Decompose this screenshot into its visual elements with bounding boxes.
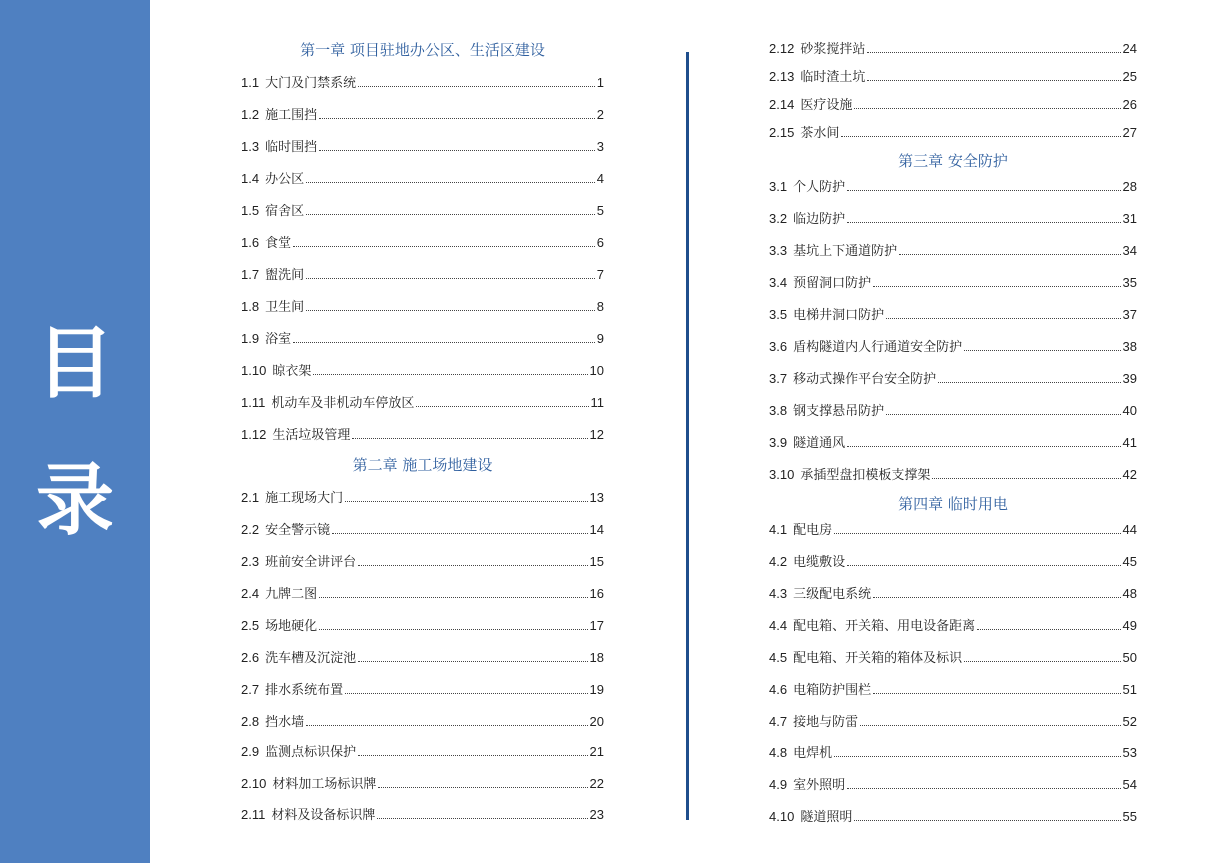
dot-leader bbox=[867, 68, 1120, 81]
toc-entry-title: 办公区 bbox=[265, 172, 305, 187]
toc-entry[interactable] bbox=[769, 617, 1137, 635]
toc-entry-page-number: 13 bbox=[589, 490, 604, 505]
dot-leader bbox=[938, 370, 1120, 383]
dot-leader bbox=[841, 124, 1120, 137]
toc-entry-page-number: 53 bbox=[1122, 745, 1137, 760]
toc-entry-page-number: 7 bbox=[596, 267, 604, 282]
dot-leader bbox=[293, 234, 595, 247]
toc-entry[interactable] bbox=[769, 40, 1137, 58]
chapter-heading[interactable]: 第一章 项目驻地办公区、生活区建设 bbox=[300, 41, 545, 59]
toc-entry-number: 2.4 bbox=[241, 586, 260, 601]
toc-entry-title: 场地硬化 bbox=[265, 619, 318, 634]
toc-entry[interactable] bbox=[241, 585, 604, 603]
toc-entry-number: 4.7 bbox=[769, 714, 788, 729]
toc-entry-number: 2.3 bbox=[241, 554, 260, 569]
toc-entry-page-number: 25 bbox=[1122, 69, 1137, 84]
toc-entry-number: 3.2 bbox=[769, 211, 788, 226]
dot-leader bbox=[873, 585, 1120, 598]
toc-entry[interactable] bbox=[241, 521, 604, 539]
toc-entry-number: 3.9 bbox=[769, 435, 788, 450]
toc-entry-page-number: 50 bbox=[1122, 650, 1137, 665]
toc-entry-title: 电箱防护围栏 bbox=[793, 683, 872, 698]
toc-entry-title: 医疗设施 bbox=[800, 98, 853, 113]
toc-entry-number: 3.7 bbox=[769, 371, 788, 386]
toc-entry-title: 九牌二图 bbox=[265, 587, 318, 602]
toc-entry-number: 1.12 bbox=[241, 427, 267, 442]
toc-entry-page-number: 49 bbox=[1122, 618, 1137, 633]
dot-leader bbox=[378, 775, 587, 788]
toc-entry-number: 4.1 bbox=[769, 522, 788, 537]
toc-entry-number: 3.4 bbox=[769, 275, 788, 290]
dot-leader bbox=[352, 426, 587, 439]
toc-entry-page-number: 38 bbox=[1122, 339, 1137, 354]
toc-entry-title: 监测点标识保护 bbox=[265, 745, 357, 760]
toc-left-column bbox=[241, 0, 604, 863]
toc-entry[interactable] bbox=[241, 775, 604, 793]
toc-entry[interactable] bbox=[241, 298, 604, 316]
dot-leader bbox=[854, 808, 1120, 821]
toc-entry-page-number: 1 bbox=[596, 75, 604, 90]
toc-entry-number: 4.8 bbox=[769, 745, 788, 760]
toc-entry-number: 2.13 bbox=[769, 69, 795, 84]
toc-entry-number: 1.3 bbox=[241, 139, 260, 154]
toc-entry-page-number: 4 bbox=[596, 171, 604, 186]
toc-entry-page-number: 54 bbox=[1122, 777, 1137, 792]
dot-leader bbox=[306, 266, 595, 279]
dot-leader bbox=[358, 74, 595, 87]
toc-entry-title: 食堂 bbox=[265, 236, 292, 251]
toc-entry[interactable] bbox=[769, 776, 1137, 794]
toc-entry-title: 基坑上下通道防护 bbox=[793, 244, 898, 259]
toc-entry-number: 2.10 bbox=[241, 776, 267, 791]
toc-entry-number: 1.1 bbox=[241, 75, 260, 90]
toc-entry-number: 3.6 bbox=[769, 339, 788, 354]
toc-entry[interactable] bbox=[769, 808, 1137, 826]
toc-entry[interactable] bbox=[769, 338, 1137, 356]
toc-entry[interactable] bbox=[769, 434, 1137, 452]
toc-entry[interactable] bbox=[769, 521, 1137, 539]
toc-entry[interactable] bbox=[241, 617, 604, 635]
toc-entry-page-number: 35 bbox=[1122, 275, 1137, 290]
dot-leader bbox=[847, 776, 1120, 789]
toc-entry[interactable] bbox=[769, 681, 1137, 699]
dot-leader bbox=[306, 202, 595, 215]
dot-leader bbox=[873, 681, 1120, 694]
toc-entry-title: 卫生间 bbox=[265, 300, 305, 315]
toc-entry-page-number: 17 bbox=[589, 618, 604, 633]
toc-entry-title: 盥洗间 bbox=[265, 268, 305, 283]
dot-leader bbox=[847, 434, 1120, 447]
toc-entry-page-number: 52 bbox=[1122, 714, 1137, 729]
toc-entry-page-number: 45 bbox=[1122, 554, 1137, 569]
toc-entry[interactable] bbox=[241, 234, 604, 252]
dot-leader bbox=[932, 466, 1120, 479]
toc-entry-title: 安全警示镜 bbox=[265, 523, 331, 538]
toc-entry-title: 材料及设备标识牌 bbox=[271, 808, 376, 823]
toc-entry-page-number: 39 bbox=[1122, 371, 1137, 386]
toc-entry-number: 1.10 bbox=[241, 363, 267, 378]
toc-entry-title: 洗车槽及沉淀池 bbox=[265, 651, 357, 666]
toc-entry-number: 3.10 bbox=[769, 467, 795, 482]
toc-entry-page-number: 3 bbox=[596, 139, 604, 154]
dot-leader bbox=[847, 178, 1120, 191]
toc-entry-number: 2.5 bbox=[241, 618, 260, 633]
toc-entry-page-number: 55 bbox=[1122, 809, 1137, 824]
dot-leader bbox=[358, 553, 587, 566]
dot-leader bbox=[319, 617, 587, 630]
toc-entry[interactable] bbox=[241, 394, 604, 412]
dot-leader bbox=[358, 649, 587, 662]
toc-entry-page-number: 11 bbox=[590, 395, 604, 410]
toc-entry[interactable] bbox=[241, 553, 604, 571]
toc-entry-page-number: 12 bbox=[589, 427, 604, 442]
toc-entry[interactable] bbox=[769, 96, 1137, 114]
toc-entry[interactable] bbox=[769, 274, 1137, 292]
dot-leader bbox=[377, 806, 587, 819]
chapter-heading[interactable]: 第三章 安全防护 bbox=[898, 152, 1008, 170]
dot-leader bbox=[886, 402, 1120, 415]
toc-entry[interactable] bbox=[241, 202, 604, 220]
toc-entry-title: 班前安全讲评台 bbox=[265, 555, 357, 570]
toc-entry-page-number: 16 bbox=[589, 586, 604, 601]
toc-entry-number: 1.7 bbox=[241, 267, 260, 282]
dot-leader bbox=[964, 338, 1120, 351]
toc-entry-title: 盾构隧道内人行通道安全防护 bbox=[793, 340, 963, 355]
toc-entry-page-number: 28 bbox=[1122, 179, 1137, 194]
toc-entry-title: 隧道通风 bbox=[793, 436, 846, 451]
dot-leader bbox=[293, 330, 595, 343]
toc-entry-number: 1.8 bbox=[241, 299, 260, 314]
toc-entry-page-number: 5 bbox=[596, 203, 604, 218]
toc-entry[interactable] bbox=[769, 178, 1137, 196]
toc-entry-page-number: 27 bbox=[1122, 125, 1137, 140]
dot-leader bbox=[860, 713, 1120, 726]
toc-entry[interactable] bbox=[241, 649, 604, 667]
toc-entry[interactable] bbox=[241, 106, 604, 124]
toc-entry-title: 临时围挡 bbox=[265, 140, 318, 155]
toc-entry-page-number: 24 bbox=[1122, 41, 1137, 56]
toc-entry-title: 电梯井洞口防护 bbox=[793, 308, 885, 323]
toc-entry[interactable] bbox=[241, 806, 604, 824]
toc-entry-number: 4.3 bbox=[769, 586, 788, 601]
toc-entry-title: 晾衣架 bbox=[272, 364, 312, 379]
dot-leader bbox=[854, 96, 1120, 109]
toc-entry-number: 2.9 bbox=[241, 744, 260, 759]
toc-entry[interactable] bbox=[769, 466, 1137, 484]
toc-entry[interactable] bbox=[241, 713, 604, 731]
dot-leader bbox=[345, 489, 587, 502]
sidebar-title-char-1: 目 bbox=[35, 319, 114, 409]
toc-entry-number: 1.5 bbox=[241, 203, 260, 218]
toc-entry-number: 2.8 bbox=[241, 714, 260, 729]
toc-entry[interactable] bbox=[769, 585, 1137, 603]
toc-entry[interactable] bbox=[769, 68, 1137, 86]
toc-entry-number: 3.8 bbox=[769, 403, 788, 418]
toc-entry-page-number: 41 bbox=[1122, 435, 1137, 450]
toc-entry-title: 材料加工场标识牌 bbox=[272, 777, 377, 792]
toc-entry[interactable] bbox=[241, 681, 604, 699]
toc-entry[interactable] bbox=[241, 266, 604, 284]
toc-entry-title: 配电房 bbox=[793, 523, 833, 538]
toc-entry[interactable] bbox=[769, 210, 1137, 228]
toc-entry-title: 隧道照明 bbox=[800, 810, 853, 825]
toc-entry-title: 大门及门禁系统 bbox=[265, 76, 357, 91]
toc-entry-number: 4.9 bbox=[769, 777, 788, 792]
toc-entry-title: 室外照明 bbox=[793, 778, 846, 793]
toc-right-column bbox=[769, 0, 1137, 863]
toc-entry-page-number: 51 bbox=[1122, 682, 1137, 697]
dot-leader bbox=[886, 306, 1120, 319]
toc-entry-title: 个人防护 bbox=[793, 180, 846, 195]
dot-leader bbox=[899, 242, 1120, 255]
toc-entry-title: 接地与防雷 bbox=[793, 715, 859, 730]
dot-leader bbox=[345, 681, 587, 694]
dot-leader bbox=[319, 585, 587, 598]
toc-entry-page-number: 8 bbox=[596, 299, 604, 314]
toc-entry[interactable] bbox=[769, 553, 1137, 571]
toc-entry-number: 4.10 bbox=[769, 809, 795, 824]
toc-entry-number: 2.6 bbox=[241, 650, 260, 665]
toc-entry-number: 1.4 bbox=[241, 171, 260, 186]
toc-entry[interactable] bbox=[769, 713, 1137, 731]
dot-leader bbox=[834, 521, 1120, 534]
toc-entry[interactable] bbox=[241, 138, 604, 156]
toc-entry-page-number: 20 bbox=[589, 714, 604, 729]
toc-entry-number: 3.5 bbox=[769, 307, 788, 322]
toc-entry-page-number: 19 bbox=[589, 682, 604, 697]
toc-entry-number: 4.5 bbox=[769, 650, 788, 665]
dot-leader bbox=[306, 298, 595, 311]
toc-entry-number: 3.3 bbox=[769, 243, 788, 258]
toc-entry-number: 2.14 bbox=[769, 97, 795, 112]
toc-entry-page-number: 31 bbox=[1122, 211, 1137, 226]
toc-entry-page-number: 34 bbox=[1122, 243, 1137, 258]
toc-entry[interactable] bbox=[769, 744, 1137, 762]
dot-leader bbox=[319, 106, 595, 119]
toc-entry[interactable] bbox=[769, 370, 1137, 388]
toc-entry-title: 机动车及非机动车停放区 bbox=[271, 396, 415, 411]
toc-entry[interactable] bbox=[769, 649, 1137, 667]
toc-entry-page-number: 37 bbox=[1122, 307, 1137, 322]
toc-entry-title: 临时渣土坑 bbox=[800, 70, 866, 85]
toc-entry-page-number: 42 bbox=[1122, 467, 1137, 482]
toc-entry-number: 4.4 bbox=[769, 618, 788, 633]
dot-leader bbox=[332, 521, 587, 534]
column-divider bbox=[686, 52, 689, 820]
chapter-heading[interactable]: 第二章 施工场地建设 bbox=[352, 456, 493, 474]
toc-entry-number: 2.12 bbox=[769, 41, 795, 56]
toc-entry-page-number: 44 bbox=[1122, 522, 1137, 537]
dot-leader bbox=[834, 744, 1120, 757]
dot-leader bbox=[847, 553, 1120, 566]
toc-entry[interactable] bbox=[241, 426, 604, 444]
dot-leader bbox=[319, 138, 595, 151]
dot-leader bbox=[873, 274, 1120, 287]
chapter-heading[interactable]: 第四章 临时用电 bbox=[898, 495, 1008, 513]
toc-entry[interactable] bbox=[769, 402, 1137, 420]
toc-entry[interactable] bbox=[241, 74, 604, 92]
toc-entry-number: 2.7 bbox=[241, 682, 260, 697]
dot-leader bbox=[847, 210, 1120, 223]
dot-leader bbox=[313, 362, 587, 375]
toc-entry-page-number: 22 bbox=[589, 776, 604, 791]
toc-entry-number: 1.6 bbox=[241, 235, 260, 250]
dot-leader bbox=[977, 617, 1120, 630]
toc-entry-page-number: 23 bbox=[589, 807, 604, 822]
toc-entry-page-number: 40 bbox=[1122, 403, 1137, 418]
toc-entry-title: 三级配电系统 bbox=[793, 587, 872, 602]
toc-entry-title: 移动式操作平台安全防护 bbox=[793, 372, 937, 387]
toc-entry-title: 钢支撑悬吊防护 bbox=[793, 404, 885, 419]
toc-entry[interactable] bbox=[769, 242, 1137, 260]
toc-entry-title: 承插型盘扣模板支撑架 bbox=[800, 468, 931, 483]
toc-entry-title: 配电箱、开关箱、用电设备距离 bbox=[793, 619, 976, 634]
toc-entry-title: 浴室 bbox=[265, 332, 292, 347]
toc-entry-title: 配电箱、开关箱的箱体及标识 bbox=[793, 651, 963, 666]
toc-entry-number: 1.11 bbox=[241, 395, 266, 410]
toc-entry-page-number: 10 bbox=[589, 363, 604, 378]
toc-entry-title: 预留洞口防护 bbox=[793, 276, 872, 291]
toc-entry-title: 砂浆搅拌站 bbox=[800, 42, 866, 57]
toc-entry-title: 宿舍区 bbox=[265, 204, 305, 219]
toc-entry[interactable] bbox=[241, 170, 604, 188]
toc-entry-page-number: 48 bbox=[1122, 586, 1137, 601]
toc-entry-title: 电焊机 bbox=[793, 746, 833, 761]
toc-entry-page-number: 2 bbox=[596, 107, 604, 122]
toc-entry-title: 施工围挡 bbox=[265, 108, 318, 123]
toc-entry-title: 生活垃圾管理 bbox=[272, 428, 351, 443]
toc-entry-number: 1.9 bbox=[241, 331, 260, 346]
toc-entry-title: 临边防护 bbox=[793, 212, 846, 227]
dot-leader bbox=[416, 394, 588, 407]
toc-entry-number: 4.6 bbox=[769, 682, 788, 697]
toc-entry-page-number: 18 bbox=[589, 650, 604, 665]
sidebar-band bbox=[0, 0, 150, 863]
toc-entry-page-number: 9 bbox=[596, 331, 604, 346]
toc-entry-page-number: 21 bbox=[589, 744, 604, 759]
toc-entry-page-number: 15 bbox=[589, 554, 604, 569]
toc-entry-number: 2.1 bbox=[241, 490, 260, 505]
toc-entry[interactable] bbox=[241, 743, 604, 761]
toc-entry-page-number: 14 bbox=[589, 522, 604, 537]
toc-entry[interactable] bbox=[769, 124, 1137, 142]
toc-entry-title: 电缆敷设 bbox=[793, 555, 846, 570]
dot-leader bbox=[964, 649, 1120, 662]
toc-entry-number: 2.2 bbox=[241, 522, 260, 537]
dot-leader bbox=[306, 713, 587, 726]
toc-entry[interactable] bbox=[241, 330, 604, 348]
toc-entry-number: 2.11 bbox=[241, 807, 266, 822]
toc-entry-number: 2.15 bbox=[769, 125, 795, 140]
toc-entry-number: 4.2 bbox=[769, 554, 788, 569]
toc-entry-title: 施工现场大门 bbox=[265, 491, 344, 506]
toc-entry-title: 挡水墙 bbox=[265, 715, 305, 730]
dot-leader bbox=[306, 170, 595, 183]
toc-entry-number: 3.1 bbox=[769, 179, 788, 194]
dot-leader bbox=[358, 743, 587, 756]
toc-entry-title: 茶水间 bbox=[800, 126, 840, 141]
dot-leader bbox=[867, 40, 1120, 53]
toc-entry-number: 1.2 bbox=[241, 107, 260, 122]
toc-entry-page-number: 6 bbox=[596, 235, 604, 250]
toc-entry[interactable] bbox=[241, 489, 604, 507]
toc-entry[interactable] bbox=[241, 362, 604, 380]
sidebar-title-char-2: 录 bbox=[35, 456, 114, 546]
toc-entry-title: 排水系统布置 bbox=[265, 683, 344, 698]
toc-entry-page-number: 26 bbox=[1122, 97, 1137, 112]
toc-entry[interactable] bbox=[769, 306, 1137, 324]
